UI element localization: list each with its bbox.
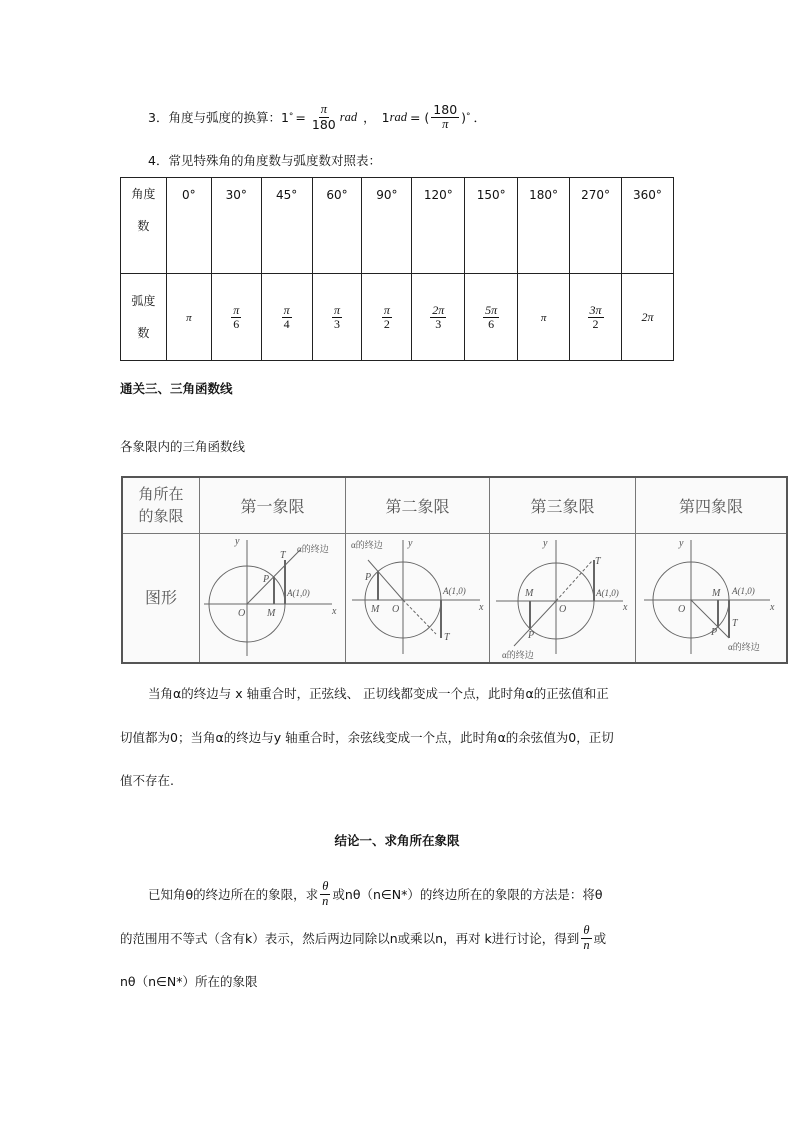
radian-cell (261, 274, 312, 361)
label-O: O (559, 604, 567, 615)
method-text-b: 或nθ（n∈N*）的终边所在的象限的方法是：将θ (332, 887, 603, 902)
corner-line2: 的象限 (138, 506, 184, 525)
degree-cell: 45° (261, 178, 312, 274)
degree-mark-2: ° (466, 112, 471, 122)
terminal-side (691, 600, 729, 638)
one: 1 (381, 109, 390, 125)
radian-cell (465, 274, 518, 361)
radian-cell (621, 274, 673, 361)
label-x: x (332, 606, 337, 617)
corner-header (123, 478, 200, 534)
frac-theta: θ (322, 879, 329, 894)
paragraph-line: 值不存在. (120, 773, 174, 788)
radian-fraction (231, 304, 241, 330)
label-A: A(1,0) (287, 588, 310, 598)
radian-num: π (383, 302, 390, 317)
paragraph-special-cases-cont (120, 728, 678, 748)
label-O: O (678, 604, 686, 615)
conclusion-title: 结论一、求角所在象限 (334, 833, 460, 848)
degree-cell: 30° (211, 178, 261, 274)
equals: = (295, 109, 306, 125)
radian-header-line2: 数 (137, 325, 150, 340)
radian-num: π (233, 302, 240, 317)
degree-cell: 360° (621, 178, 673, 274)
header-q2: 第二象限 (346, 478, 490, 534)
radian-fraction (332, 304, 342, 330)
terminal-extension (403, 600, 436, 634)
label-x: x (770, 602, 775, 613)
paragraph-special-cases (148, 684, 678, 704)
figure-q1-cell (200, 534, 346, 662)
radian-den: 2 (383, 316, 390, 331)
radian-fraction (483, 304, 499, 330)
label-M: M (267, 608, 276, 619)
figure-q1 (200, 534, 345, 662)
table-intro: 4．常见特殊角的角度数与弧度数对照表： (148, 153, 381, 168)
label-T: T (595, 556, 601, 567)
corner-line1: 角所在 (138, 484, 184, 503)
frac-den-180: 180 (311, 116, 336, 132)
label-A: A(1,0) (732, 586, 755, 596)
radian-whole: π (186, 311, 192, 324)
frac-den-pi: π (442, 116, 449, 131)
radian-den: 6 (488, 316, 495, 331)
figure-q3 (490, 534, 635, 662)
conversion-prefix: 3．角度与弧度的换算：1 (148, 110, 289, 125)
paragraph-line: 切值都为0；当角α的终边与y 轴重合时，余弦线变成一个点，此时角α的余弦值为0，正切 (120, 730, 614, 745)
row-label-cell (123, 534, 200, 662)
radian-fraction (282, 304, 292, 330)
label-terminal: α的终边 (728, 642, 760, 652)
degree-cell: 120° (412, 178, 465, 274)
label-x: x (623, 602, 628, 613)
radian-num: π (283, 302, 290, 317)
radian-row-header (121, 274, 167, 361)
label-y: y (235, 536, 240, 547)
separator: ， (363, 110, 376, 125)
radian-cell (518, 274, 570, 361)
radian-num: 2π (432, 302, 445, 317)
degree-header-line1: 角度 (131, 187, 156, 201)
degree-cell: 90° (362, 178, 412, 274)
label-M: M (525, 588, 534, 599)
paragraph-line: 当角α的终边与 x 轴重合时，正弦线、 正切线都变成一个点，此时角α的正弦值和正 (148, 686, 609, 701)
paragraph-special-cases-end (120, 771, 678, 789)
label-x: x (479, 602, 484, 613)
radian-den: 3 (333, 316, 340, 331)
method-text-c: 的范围用不等式（含有k）表示，然后两边同除以n或乘以n，再对 k进行讨论，得到 (120, 931, 580, 946)
degree-row (121, 178, 674, 274)
radian-cell (166, 274, 211, 361)
frac-num-180: 180 (433, 102, 458, 118)
theta-over-n-2 (581, 924, 591, 951)
frac-n-2: n (583, 937, 590, 952)
row-label: 图形 (144, 588, 177, 608)
label-P: P (365, 572, 372, 583)
label-P: P (263, 574, 270, 585)
theta-over-n (320, 880, 330, 907)
degree-header-line2: 数 (137, 219, 150, 233)
terminal-side (514, 601, 556, 646)
close-paren: ) (461, 109, 467, 125)
label-terminal: α的终边 (502, 650, 534, 660)
header-q3: 第三象限 (490, 478, 636, 534)
label-O: O (392, 604, 400, 615)
method-text-d: 或 (593, 931, 607, 946)
degree-cell: 180° (518, 178, 570, 274)
degree-cell: 60° (312, 178, 362, 274)
section-title: 通关三、三角函数线 (120, 381, 233, 396)
label-A: A(1,0) (596, 588, 619, 598)
method-text-a: 已知角θ的终边所在的象限，求 (148, 887, 319, 902)
radian-cell (312, 274, 362, 361)
radian-den: 6 (233, 316, 240, 331)
pi-over-180 (310, 103, 338, 130)
frac-theta-2: θ (583, 923, 590, 938)
degree-cell: 150° (465, 178, 518, 274)
conversion-line (148, 100, 486, 134)
rad-unit: rad (339, 109, 358, 124)
rad-unit-2: rad (389, 109, 407, 124)
figure-q2 (346, 534, 489, 662)
paragraph-method-line1 (148, 874, 603, 914)
header-q1: 第一象限 (200, 478, 346, 534)
paragraph-method-line3: nθ（n∈N*）所在的象限 (120, 974, 258, 989)
radian-num: π (333, 302, 340, 317)
angle-radian-table (120, 177, 674, 361)
header-q4: 第四象限 (636, 478, 786, 534)
frac-num-pi: π (320, 102, 327, 117)
radian-fraction (588, 304, 604, 330)
label-y: y (543, 538, 548, 549)
label-T: T (280, 550, 286, 561)
radian-num: 5π (485, 302, 498, 317)
radian-den: 4 (283, 316, 290, 331)
figure-q4 (636, 534, 786, 662)
180-over-pi (431, 103, 459, 130)
label-terminal: α的终边 (297, 544, 329, 554)
label-A: A(1,0) (443, 586, 466, 596)
period: ． (473, 110, 487, 125)
radian-den: 2 (592, 316, 599, 331)
paragraph-method-line2 (120, 918, 606, 958)
radian-whole: π (540, 311, 547, 324)
figure-q2-cell (346, 534, 490, 662)
label-y: y (408, 538, 413, 549)
radian-header-line1: 弧度 (131, 293, 156, 308)
figure-q4-cell (636, 534, 786, 662)
degree-cell: 0° (166, 178, 211, 274)
section-subtitle: 各象限内的三角函数线 (120, 439, 246, 454)
radian-row (121, 274, 674, 361)
frac-n: n (322, 893, 329, 908)
label-P: P (528, 630, 535, 641)
radian-cell (570, 274, 622, 361)
figure-q3-cell (490, 534, 636, 662)
label-M: M (371, 604, 380, 615)
equals-paren: = ( (409, 109, 430, 125)
radian-fraction (382, 304, 392, 330)
degree-cell: 270° (570, 178, 622, 274)
label-O: O (238, 608, 246, 619)
label-M: M (712, 588, 721, 599)
radian-whole: 2π (641, 309, 654, 324)
label-T: T (732, 618, 738, 629)
radian-cell (362, 274, 412, 361)
radian-den: 3 (435, 316, 442, 331)
radian-cell (412, 274, 465, 361)
degree-mark: ° (288, 112, 294, 122)
degree-row-header (121, 178, 167, 274)
radian-fraction (430, 304, 446, 330)
label-terminal: α的终边 (351, 540, 383, 550)
label-T: T (444, 632, 450, 643)
radian-cell (211, 274, 261, 361)
radian-num: 3π (589, 302, 602, 317)
label-y: y (679, 538, 684, 549)
label-P: P (711, 627, 718, 638)
quadrant-figure-table (121, 476, 788, 664)
